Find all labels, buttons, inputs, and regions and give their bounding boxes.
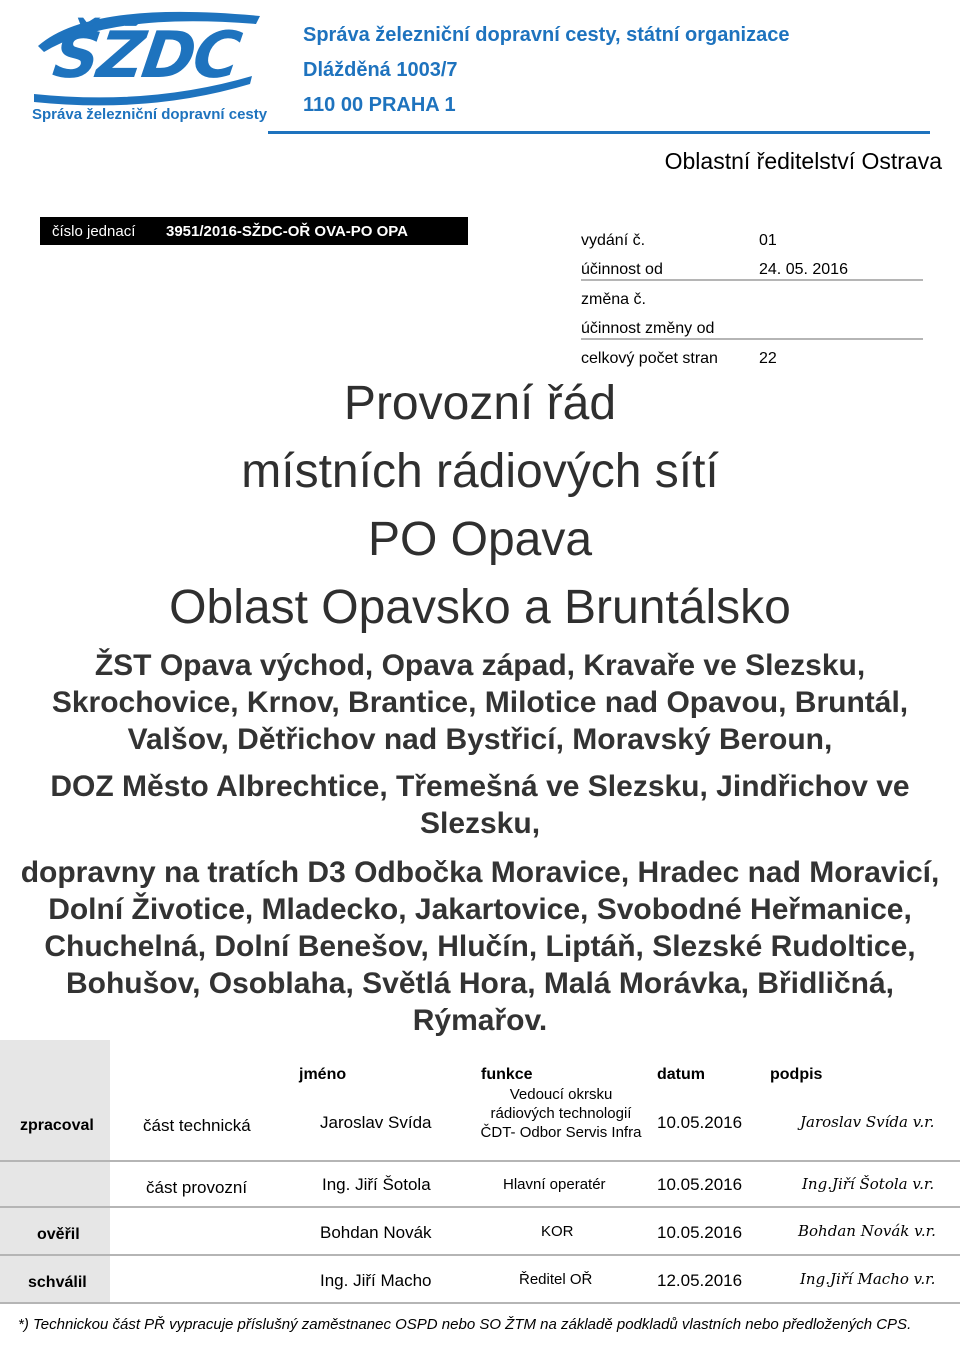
reference-box [40, 217, 468, 245]
name-technical: Jaroslav Svída [320, 1113, 432, 1132]
footnote: *) Technickou část PŘ vypracuje příslušný zaměstnanec OSPD nebo SO ŽTM na základě podkladů vlastních nebo předložených CPS. [18, 1316, 912, 1333]
row-label-prepared: zpracoval [20, 1117, 94, 1134]
name-verified: Bohdan Novák [320, 1223, 432, 1242]
signature-verified: Bohdan Novák v.r. [798, 1222, 936, 1240]
row-divider [0, 1160, 960, 1162]
meta-row-change-effective [581, 309, 923, 339]
name-operational: Ing. Jiří Šotola [322, 1175, 431, 1194]
meta-row-effective [581, 250, 923, 280]
header-signature: podpis [770, 1066, 823, 1083]
meta-key: vydání č. [581, 231, 646, 249]
document-title: Provozní řád [343, 377, 617, 430]
function-approved: Ředitel OŘ [519, 1271, 593, 1288]
organization-city: 110 00 PRAHA 1 [303, 94, 456, 116]
document-area: Oblast Opavsko a Bruntálsko [169, 581, 791, 634]
meta-value: 24. 05. 2016 [759, 261, 848, 278]
row-divider [0, 1302, 960, 1304]
date-approved: 12.05.2016 [657, 1271, 743, 1290]
document-subtitle: PO Opava [367, 513, 593, 566]
stations-list: ŽST Opava východ, Opava západ, Kravaře ve Slezsku, Skrochovice, Krnov, Brantice, Milotice nad Opavou, Bruntál, Valšov, Dětřichov nad Bystřicí, Moravský Beroun, [51, 649, 909, 756]
function-operational: Hlavní operatér [503, 1176, 606, 1193]
part-technical: část technická [143, 1116, 251, 1135]
header-name: jméno [299, 1066, 347, 1083]
function-verified: KOR [541, 1223, 574, 1240]
row-divider [0, 1254, 960, 1256]
meta-key: účinnost od [581, 261, 663, 278]
signature-technical: Jaroslav Svída v.r. [800, 1113, 935, 1131]
organization-name: Správa železniční dopravní cesty, státní organizace [303, 24, 790, 46]
document-metadata [581, 220, 923, 368]
date-verified: 10.05.2016 [657, 1223, 743, 1242]
date-operational: 10.05.2016 [657, 1175, 743, 1194]
meta-row-edition [581, 220, 923, 250]
dopravny-list: dopravny na tratích D3 Odbočka Moravice, Hradec nad Moravicí, Dolní Životice, Mladecko, Jakartovice, Svobodné Heřmanice, Chuchelná, Dolní Benešov, Hlučín, Liptáň, Slezské Rudoltice, Bohušov, Osoblaha, Světlá Hora, Malá Morávka, Břidličná, Rýmařov. [20, 856, 940, 1037]
part-operational: část provozní [146, 1178, 248, 1197]
reference-label: číslo jednací [52, 222, 136, 240]
table-header-area [110, 1040, 960, 1084]
meta-value: 01 [759, 231, 777, 249]
row-divider [0, 1206, 960, 1208]
doz-list: DOZ Město Albrechtice, Třemešná ve Slezsku, Jindřichov ve Slezsku, [50, 770, 910, 840]
meta-row-pages [581, 338, 923, 368]
document-title-line2: místních rádiových sítí [241, 445, 719, 498]
header-divider [268, 131, 930, 134]
szdc-logo-icon [30, 6, 266, 130]
function-technical: Vedoucí okrsku rádiových technologií ČDT- Odbor Servis Infra [480, 1086, 642, 1141]
date-technical: 10.05.2016 [657, 1113, 743, 1132]
reference-number: 3951/2016-SŽDC-OŘ OVA-PO OPA [166, 222, 409, 240]
header-function: funkce [481, 1066, 533, 1083]
row-label-approved: schválil [28, 1274, 87, 1291]
name-approved: Ing. Jiří Macho [320, 1271, 432, 1290]
meta-key: celkový počet stran [581, 349, 718, 367]
region-name: Oblastní ředitelství Ostrava [664, 148, 942, 174]
signature-operational: Ing.Jiří Šotola v.r. [802, 1175, 935, 1193]
meta-value: 22 [759, 349, 777, 367]
organization-address [303, 18, 789, 123]
logo-caption: Správa železniční dopravní cesty [32, 106, 268, 123]
header-date: datum [657, 1066, 705, 1083]
meta-row-change [581, 279, 923, 309]
signature-approved: Ing.Jiří Macho v.r. [800, 1270, 936, 1288]
logo-letters: ŠŽDC [48, 19, 244, 93]
meta-key: změna č. [581, 290, 646, 308]
meta-key: účinnost změny od [581, 320, 715, 337]
organization-street: Dlážděná 1003/7 [303, 59, 458, 81]
row-label-verified: ověřil [37, 1226, 80, 1243]
